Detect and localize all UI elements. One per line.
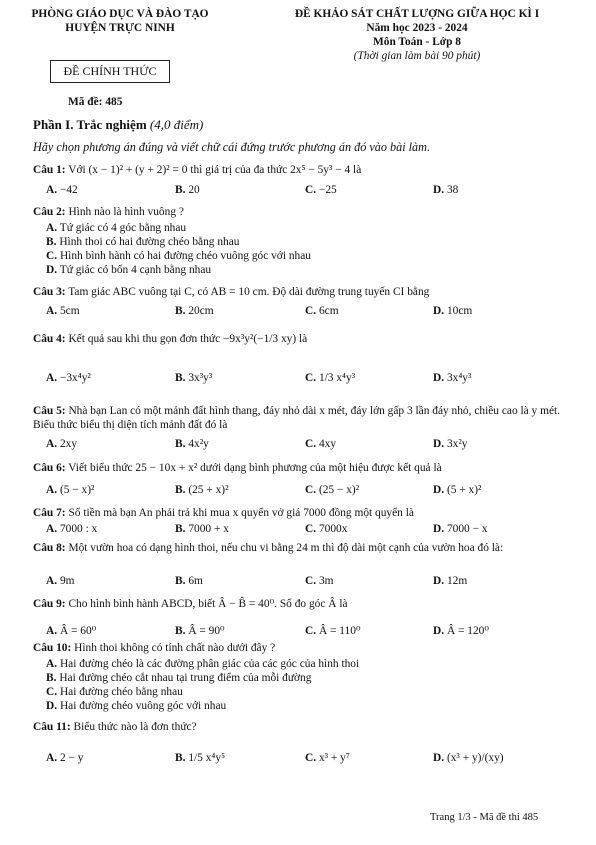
question-10 xyxy=(33,641,563,655)
option-b[interactable]: B. 20 xyxy=(175,184,200,196)
option-b[interactable]: B. Hình thoi có hai đường chéo bằng nhau xyxy=(46,236,240,248)
option-b[interactable]: B. 6m xyxy=(175,575,203,587)
option-c[interactable]: C. Hai đường chéo bằng nhau xyxy=(46,686,183,698)
option-c[interactable]: C. Â = 110⁰ xyxy=(305,625,361,637)
page-footer: Trang 1/3 - Mã đề thi 485 xyxy=(430,812,539,823)
question-text: Với (x − 1)² + (y + 2)² = 0 thì giá trị của đa thức 2x⁵ − 5y³ − 4 là xyxy=(68,164,362,176)
section-points: (4,0 điểm) xyxy=(149,117,204,132)
question-text: Số tiền mà bạn An phải trả khi mua x quyển vở giá 7000 đồng một quyển là xyxy=(68,507,414,519)
question-text: Biểu thức nào là đơn thức? xyxy=(73,721,197,733)
question-label: Câu 6: xyxy=(33,462,66,474)
question-text: Tam giác ABC vuông tại C, có AB = 10 cm. Độ dài đường trung tuyến CI bằng xyxy=(68,286,430,298)
question-label: Câu 2: xyxy=(33,206,66,218)
question-label: Câu 4: xyxy=(33,333,66,345)
option-a[interactable]: A. Â = 60⁰ xyxy=(46,625,97,637)
option-d[interactable]: D. Hai đường chéo vuông góc với nhau xyxy=(46,700,227,712)
question-text: Hình thoi không có tính chất nào dưới đây ? xyxy=(74,642,276,654)
option-b[interactable]: B. 3x³y³ xyxy=(175,372,213,384)
question-5 xyxy=(33,404,563,432)
option-c[interactable]: C. 1/3 x⁴y³ xyxy=(305,372,356,384)
option-d[interactable]: D. 38 xyxy=(433,184,459,196)
question-text: Hình nào là hình vuông ? xyxy=(68,206,184,218)
option-a[interactable]: A. 9m xyxy=(46,575,75,587)
option-a[interactable]: A. −3x⁴y² xyxy=(46,372,91,384)
option-a[interactable]: A. 7000 : x xyxy=(46,523,98,535)
option-d[interactable]: D. 12m xyxy=(433,575,468,587)
option-d[interactable]: D. (5 + x)² xyxy=(433,484,482,496)
option-a[interactable]: A. 2xy xyxy=(46,438,78,450)
option-d[interactable]: D. 3x²y xyxy=(433,438,468,450)
option-a[interactable]: A. (5 − x)² xyxy=(46,484,95,496)
option-c[interactable]: C. 4xy xyxy=(305,438,337,450)
district-name: HUYỆN TRỰC NINH xyxy=(65,22,175,34)
option-a[interactable]: A. −42 xyxy=(46,184,78,196)
question-1 xyxy=(33,163,563,177)
official-stamp-text: ĐỀ CHÍNH THỨC xyxy=(63,64,157,78)
option-d[interactable]: D. Tứ giác có bốn 4 cạnh bằng nhau xyxy=(46,264,212,276)
exam-title: ĐỀ KHẢO SÁT CHẤT LƯỢNG GIỮA HỌC KÌ I xyxy=(294,8,540,20)
option-b[interactable]: B. Hai đường chéo cắt nhau tại trung điểm của mỗi đường xyxy=(46,672,312,684)
option-a[interactable]: A. 2 − y xyxy=(46,752,84,764)
question-8 xyxy=(33,541,563,555)
department-name: PHÒNG GIÁO DỤC VÀ ĐÀO TẠO xyxy=(31,8,209,20)
option-b[interactable]: B. (25 + x)² xyxy=(175,484,229,496)
option-a[interactable]: A. Hai đường chéo là các đường phân giác của các góc của hình thoi xyxy=(46,658,360,670)
instruction: Hãy chọn phương án đúng và viết chữ cái đứng trước phương án đó vào bài làm. xyxy=(33,140,430,154)
option-b[interactable]: B. Â = 90⁰ xyxy=(175,625,225,637)
exam-code: Mã đề: 485 xyxy=(68,96,123,108)
option-b[interactable]: B. 7000 + x xyxy=(175,523,229,535)
question-6 xyxy=(33,461,563,475)
option-b[interactable]: B. 4x²y xyxy=(175,438,209,450)
question-11 xyxy=(33,720,563,734)
question-label: Câu 10: xyxy=(33,642,72,654)
question-7 xyxy=(33,506,563,520)
question-label: Câu 1: xyxy=(33,164,66,176)
option-b[interactable]: B. 1/5 x⁴y⁵ xyxy=(175,752,226,764)
option-d[interactable]: D. 3x⁴y³ xyxy=(433,372,472,384)
question-4 xyxy=(33,332,563,346)
option-d[interactable]: D. 10cm xyxy=(433,305,473,317)
option-a[interactable]: A. 5cm xyxy=(46,305,80,317)
option-c[interactable]: C. x³ + y⁷ xyxy=(305,752,350,764)
question-label: Câu 11: xyxy=(33,721,71,733)
question-2 xyxy=(33,205,563,219)
question-text: Một vườn hoa có dạng hình thoi, nếu chu vi bằng 24 m thì độ dài một cạnh của vườn hoa đó là: xyxy=(68,542,504,554)
option-c[interactable]: C. Hình bình hành có hai đường chéo vuông góc với nhau xyxy=(46,250,311,262)
section-heading xyxy=(33,117,203,133)
school-year: Năm học 2023 - 2024 xyxy=(366,22,468,34)
question-3 xyxy=(33,285,563,299)
official-stamp-box xyxy=(50,60,170,83)
option-b[interactable]: B. 20cm xyxy=(175,305,214,317)
question-9 xyxy=(33,597,563,611)
option-d[interactable]: D. Â = 120⁰ xyxy=(433,625,489,637)
question-label: Câu 9: xyxy=(33,598,66,610)
subject-grade: Môn Toán - Lớp 8 xyxy=(373,36,461,48)
question-label: Câu 7: xyxy=(33,507,66,519)
option-c[interactable]: C. 3m xyxy=(305,575,334,587)
question-text: Viết biểu thức 25 − 10x + x² dưới dạng bình phương của một hiệu được kết quả là xyxy=(68,462,442,474)
option-a[interactable]: A. Tứ giác có 4 góc bằng nhau xyxy=(46,222,187,234)
option-c[interactable]: C. −25 xyxy=(305,184,337,196)
question-text: Kết quả sau khi thu gọn đơn thức −9x³y²(−1/3 xy) là xyxy=(68,333,308,345)
option-d[interactable]: D. (x³ + y)/(xy) xyxy=(433,752,504,764)
section-title: Phần I. Trắc nghiệm xyxy=(33,117,147,132)
exam-duration: (Thời gian làm bài 90 phút) xyxy=(353,50,481,62)
question-label: Câu 5: xyxy=(33,405,66,417)
option-d[interactable]: D. 7000 − x xyxy=(433,523,488,535)
option-c[interactable]: C. (25 − x)² xyxy=(305,484,360,496)
question-label: Câu 8: xyxy=(33,542,66,554)
question-text: Nhà bạn Lan có một mảnh đất hình thang, đáy nhỏ dài x mét, đáy lớn gấp 3 lần đáy nhỏ, chiều cao là y mét. Biểu thức biểu thị diện tích mảnh đất đó là xyxy=(33,405,561,431)
option-c[interactable]: C. 6cm xyxy=(305,305,339,317)
option-c[interactable]: C. 7000x xyxy=(305,523,348,535)
question-label: Câu 3: xyxy=(33,286,66,298)
question-text: Cho hình bình hành ABCD, biết Â − B̂ = 40⁰. Số đo góc Â là xyxy=(68,598,348,610)
